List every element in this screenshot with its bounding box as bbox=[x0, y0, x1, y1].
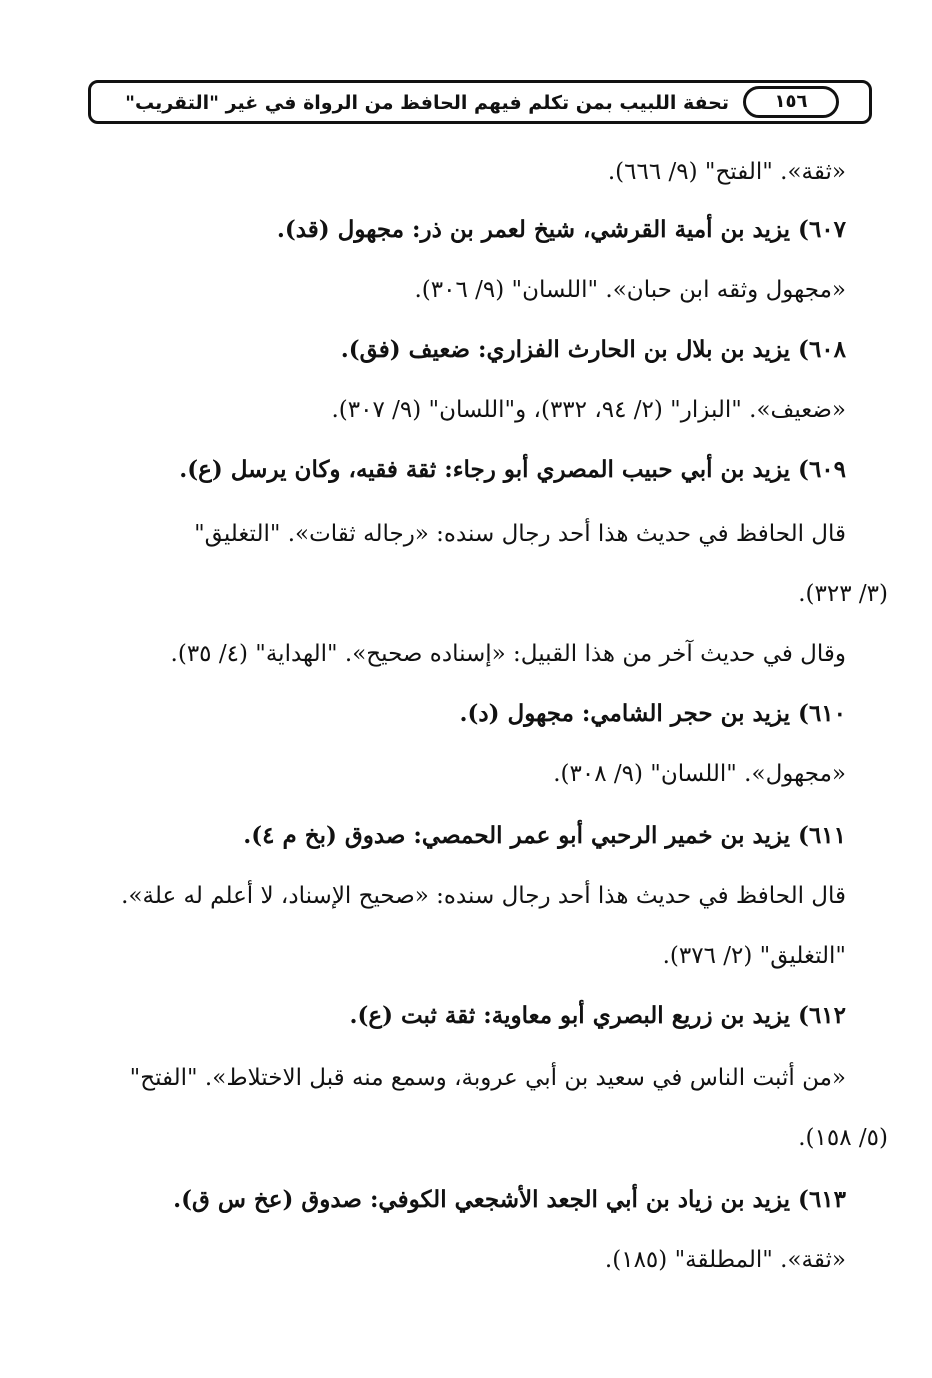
entry-heading-607: ٦٠٧) يزيد بن أمية القرشي، شيخ لعمر بن ذر: مجهول (قد). bbox=[276, 216, 846, 243]
entry-heading-608: ٦٠٨) يزيد بن بلال بن الحارث الفزاري: ضعيف (فق). bbox=[340, 336, 846, 363]
text-line: قال الحافظ في حديث هذا أحد رجال سنده: «صحيح الإسناد، لا أعلم له علة». bbox=[121, 883, 846, 909]
text-line: «مجهول وثقه ابن حبان». "اللسان" (٩/ ٣٠٦). bbox=[414, 277, 846, 303]
page-header bbox=[88, 80, 872, 124]
text-line: «مجهول». "اللسان" (٩/ ٣٠٨). bbox=[553, 761, 846, 787]
text-line: «ثقة». "الفتح" (٩/ ٦٦٦). bbox=[607, 159, 846, 185]
text-line: وقال في حديث آخر من هذا القبيل: «إسناده صحيح». "الهداية" (٤/ ٣٥). bbox=[170, 641, 846, 667]
text-line: (٥/ ١٥٨). bbox=[798, 1125, 888, 1151]
entry-heading-613: ٦١٣) يزيد بن زياد بن أبي الجعد الأشجعي الكوفي: صدوق (عخ س ق). bbox=[173, 1186, 846, 1213]
text-line: «ثقة». "المطلقة" (١٨٥). bbox=[604, 1247, 846, 1273]
text-line: قال الحافظ في حديث هذا أحد رجال سنده: «رجاله ثقات». "التغليق" bbox=[194, 521, 846, 547]
text-line: "التغليق" (٢/ ٣٧٦). bbox=[662, 943, 846, 969]
text-line: «من أثبت الناس في سعيد بن أبي عروبة، وسمع منه قبل الاختلاط». "الفتح" bbox=[129, 1065, 846, 1091]
entry-heading-609: ٦٠٩) يزيد بن أبي حبيب المصري أبو رجاء: ثقة فقيه، وكان يرسل (ع). bbox=[179, 456, 846, 483]
entry-heading-611: ٦١١) يزيد بن خمير الرحبي أبو عمر الحمصي: صدوق (بخ م ٤). bbox=[243, 822, 846, 849]
page-number: ١٥٦ bbox=[743, 86, 839, 118]
entry-heading-610: ٦١٠) يزيد بن حجر الشامي: مجهول (د). bbox=[459, 700, 846, 727]
running-title: تحفة اللبيب بمن تكلم فيهم الحافظ من الرواة في غير "التقريب" bbox=[125, 92, 729, 114]
entry-heading-612: ٦١٢) يزيد بن زريع البصري أبو معاوية: ثقة ثبت (ع). bbox=[349, 1002, 846, 1029]
text-line: (٣/ ٣٢٣). bbox=[798, 581, 888, 607]
text-line: «ضعيف». "البزار" (٢/ ٩٤، ٣٣٢)، و"اللسان" (٩/ ٣٠٧). bbox=[331, 397, 846, 423]
